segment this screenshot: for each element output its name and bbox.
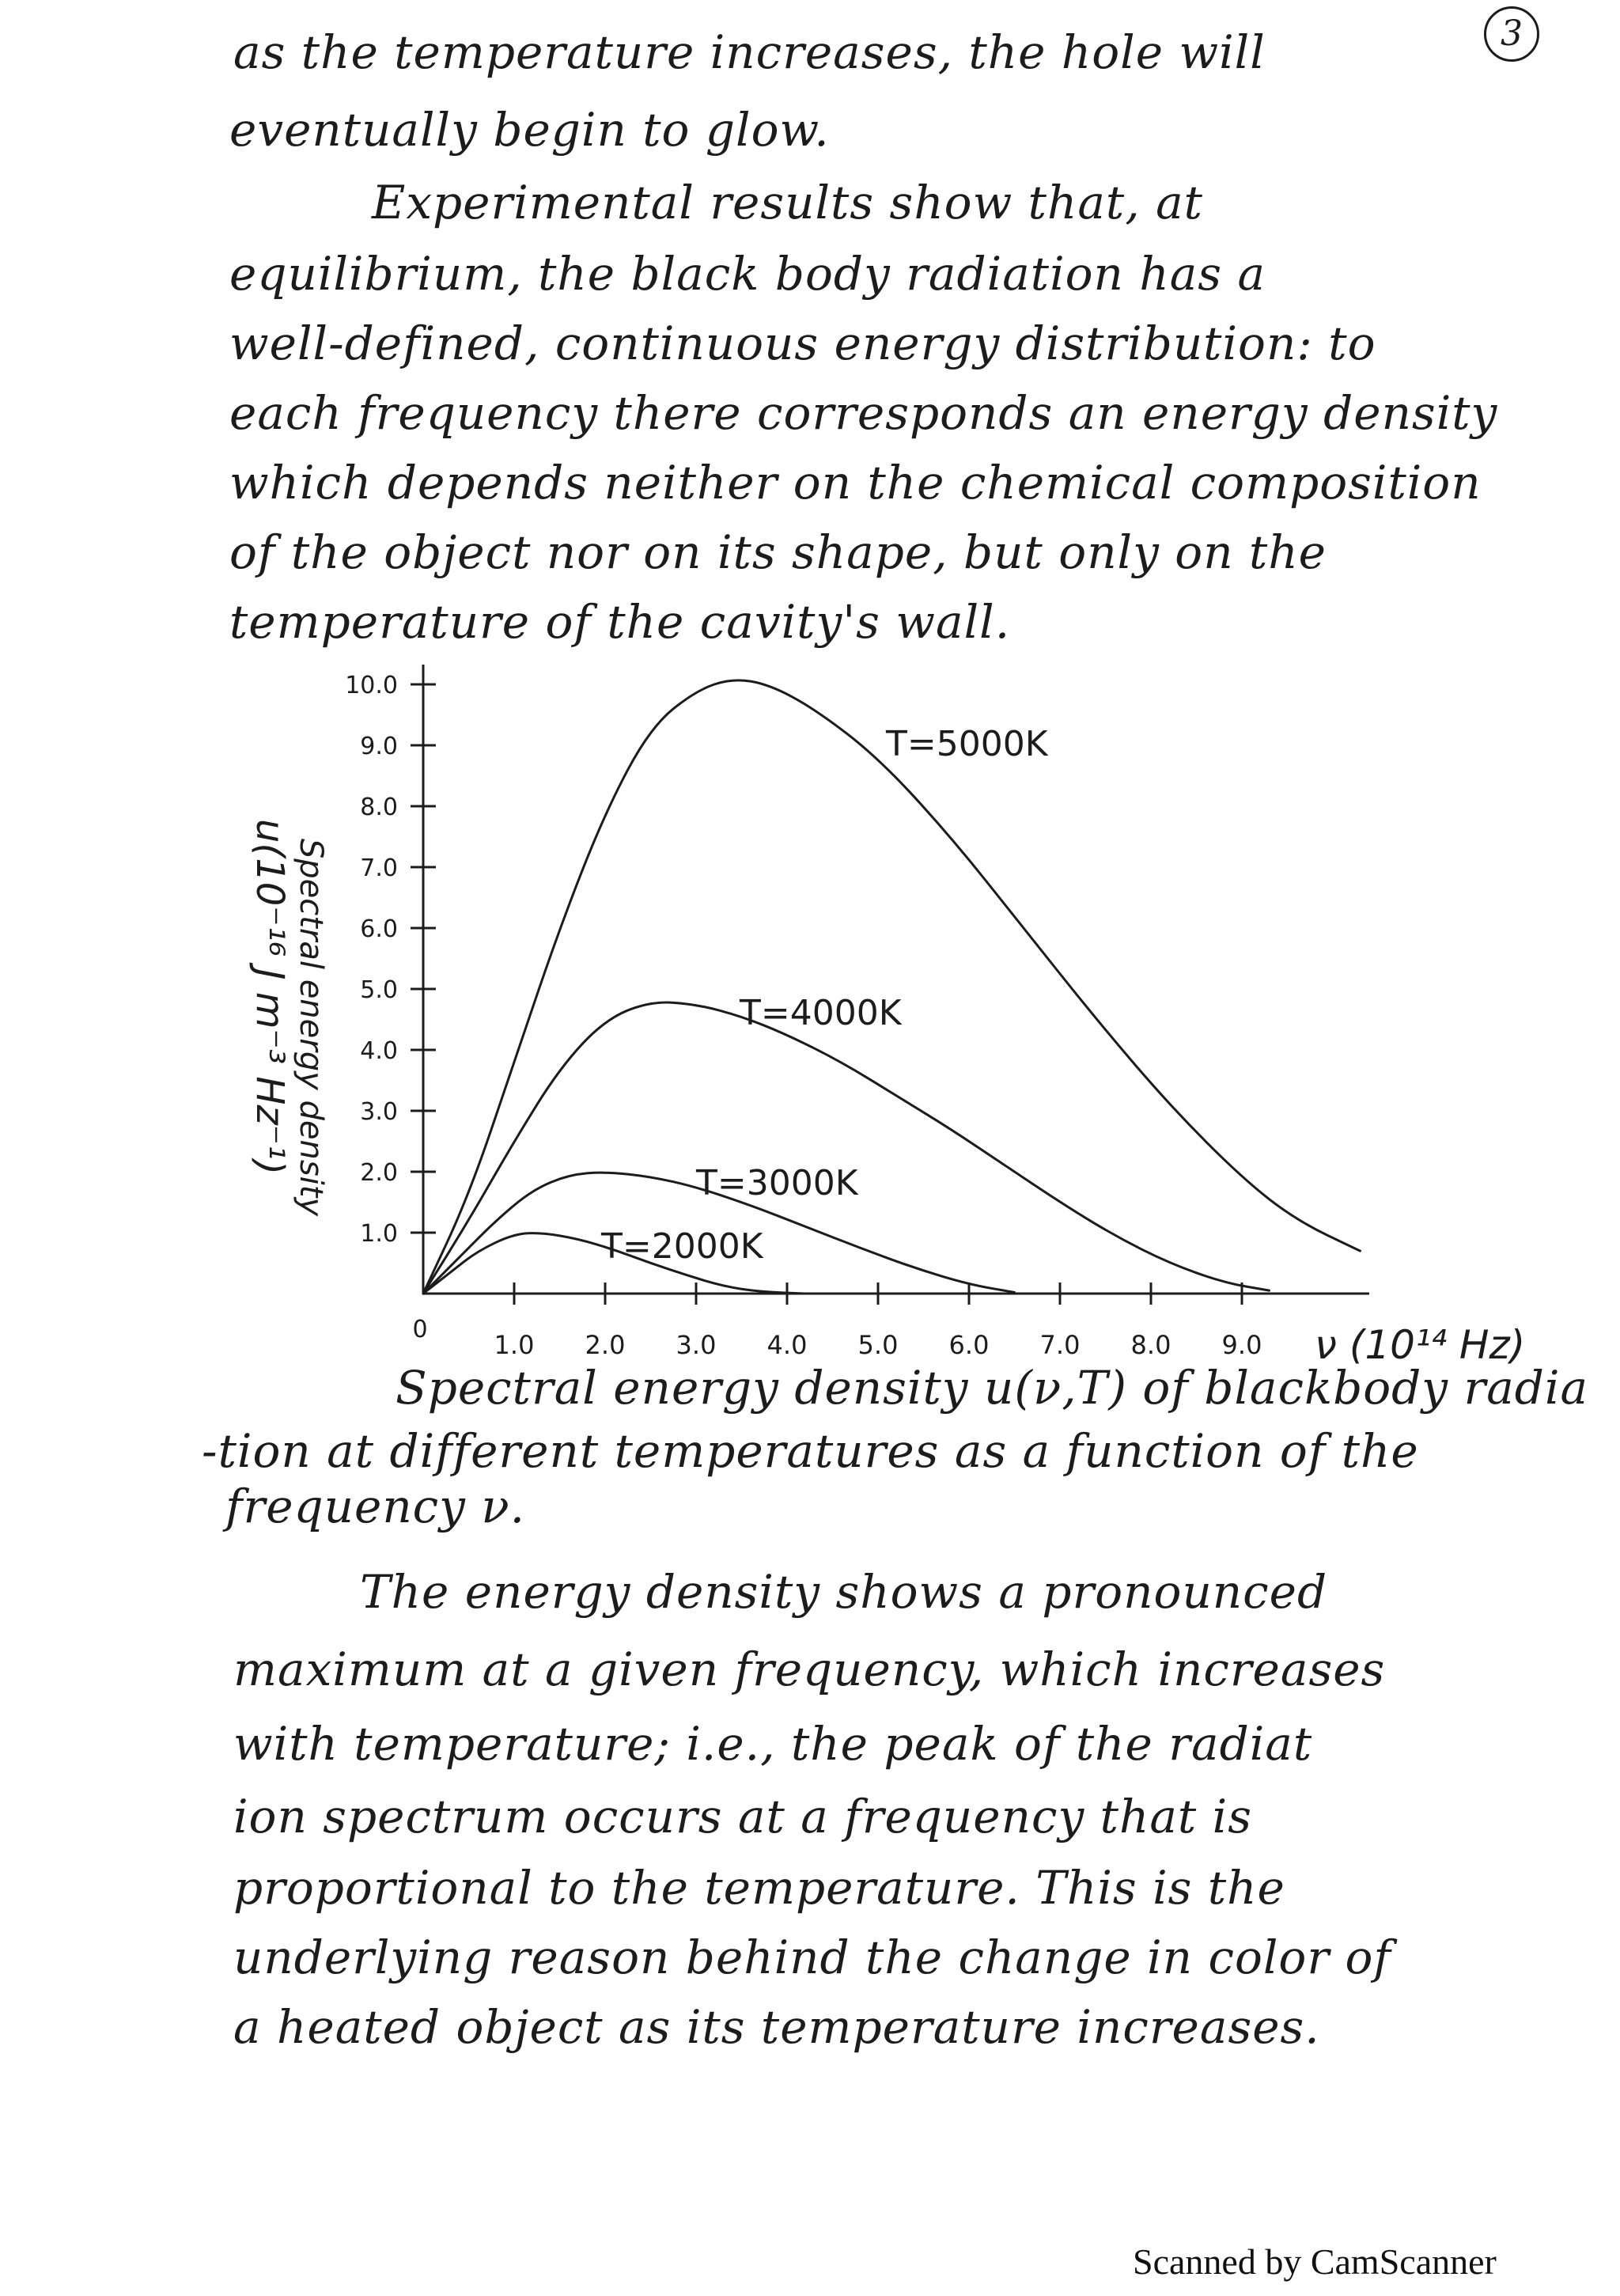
y-axis-label-secondary: Spectral energy density: [293, 838, 329, 1217]
caption-line: frequency ν.: [225, 1480, 526, 1533]
text-line: a heated object as its temperature increases.: [233, 2000, 1320, 2054]
scanner-footer: Scanned by CamScanner: [1133, 2241, 1497, 2282]
y-tick-label: 6.0: [360, 915, 398, 943]
origin-label: 0: [412, 1316, 428, 1343]
text-line: each frequency there corresponds an energy density: [229, 386, 1498, 440]
text-line: maximum at a given frequency, which increases: [233, 1642, 1386, 1696]
caption-line: Spectral energy density u(ν,T) of blackbody radia: [396, 1361, 1589, 1415]
series-label: T=2000K: [601, 1226, 763, 1267]
text-line: well-defined, continuous energy distribution: to: [229, 316, 1376, 370]
x-axis-label: ν (10¹⁴ Hz): [1315, 1322, 1526, 1368]
text-line: temperature of the cavity's wall.: [229, 595, 1011, 649]
x-tick-label: 9.0: [1221, 1330, 1262, 1360]
y-tick-label: 2.0: [360, 1159, 398, 1187]
text-line: with temperature; i.e., the peak of the radiat: [233, 1717, 1313, 1771]
y-tick-label: 10.0: [345, 672, 398, 699]
x-tick-label: 4.0: [766, 1330, 808, 1360]
x-tick-label: 5.0: [857, 1330, 899, 1360]
text-line: proportional to the temperature. This is the: [233, 1861, 1285, 1915]
x-tick-label: 1.0: [494, 1330, 535, 1360]
y-axis-label: u(10⁻¹⁶ J m⁻³ Hz⁻¹): [248, 819, 292, 1175]
x-tick-label: 6.0: [948, 1330, 990, 1360]
y-tick-label: 5.0: [360, 976, 398, 1004]
y-tick-label: 3.0: [360, 1098, 398, 1126]
x-tick-label: 3.0: [676, 1330, 717, 1360]
page-number: 3: [1484, 6, 1539, 62]
y-tick-label: 1.0: [360, 1220, 398, 1248]
series-label: T=3000K: [696, 1163, 858, 1203]
y-tick-label: 7.0: [360, 854, 398, 882]
text-line: Experimental results show that, at: [372, 176, 1203, 229]
text-line: equilibrium, the black body radiation has a: [229, 247, 1266, 301]
y-tick-label: 4.0: [360, 1037, 398, 1065]
text-line: underlying reason behind the change in color of: [233, 1930, 1391, 1984]
y-tick-label: 9.0: [360, 733, 398, 760]
text-line: ion spectrum occurs at a frequency that is: [233, 1790, 1252, 1843]
text-line: which depends neither on the chemical composition: [229, 456, 1482, 510]
text-line: of the object nor on its shape, but only on the: [229, 525, 1327, 579]
x-tick-label: 2.0: [585, 1330, 626, 1360]
caption-line: -tion at different temperatures as a function of the: [202, 1424, 1419, 1478]
series-line: [423, 680, 1361, 1294]
text-line: eventually begin to glow.: [229, 103, 830, 157]
series-label: T=4000K: [740, 993, 902, 1033]
series-line: [423, 1002, 1270, 1294]
x-tick-label: 8.0: [1130, 1330, 1171, 1360]
series-label: T=5000K: [886, 724, 1048, 764]
text-line: as the temperature increases, the hole will: [233, 25, 1266, 79]
text-line: The energy density shows a pronounced: [360, 1565, 1328, 1619]
y-tick-label: 8.0: [360, 794, 398, 821]
x-tick-label: 7.0: [1039, 1330, 1081, 1360]
